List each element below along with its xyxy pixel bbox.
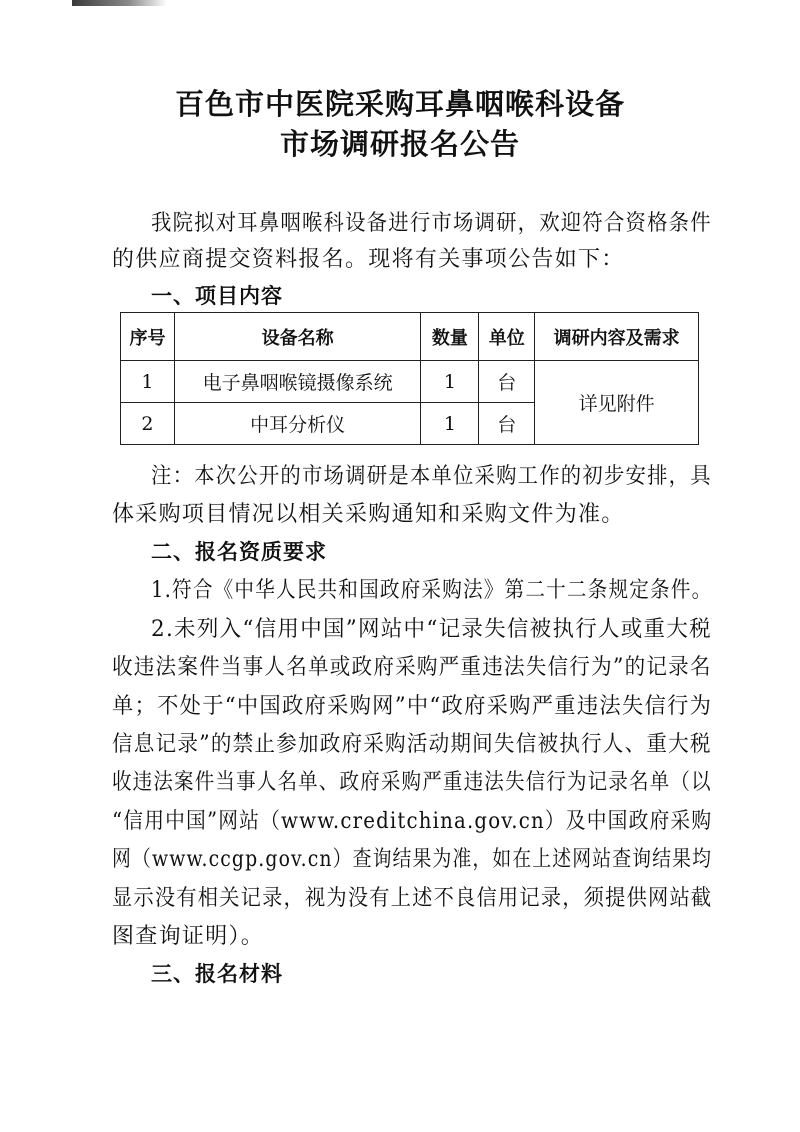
scan-edge-mark (72, 0, 167, 6)
col-header-no: 序号 (121, 313, 175, 361)
qualification-item2-line7: 网（www.ccgp.gov.cn）查询结果为准，如在上述网站查询结果均 (112, 847, 713, 872)
section2-heading: 二、报名资质要求 (151, 540, 327, 564)
col-header-unit: 单位 (479, 313, 535, 361)
cell-unit: 台 (479, 403, 535, 445)
qualification-item1: 1.符合《中华人民共和国政府采购法》第二十二条规定条件。 (151, 578, 713, 603)
qualification-item2-line6: “信用中国”网站（www.creditchina.gov.cn）及中国政府采购 (112, 809, 713, 834)
cell-name: 中耳分析仪 (174, 403, 421, 445)
col-header-requirement: 调研内容及需求 (535, 313, 699, 361)
qualification-item2-line8: 显示没有相关记录，视为没有上述不良信用记录，须提供网站截 (112, 886, 713, 911)
col-header-qty: 数量 (421, 313, 479, 361)
qualification-item2-line9: 图查询证明）。 (112, 924, 265, 949)
qualification-item2-line1: 2.未列入“信用中国”网站中“记录失信被执行人或重大税 (151, 617, 712, 642)
intro-line2: 的供应商提交资料报名。现将有关事项公告如下： (112, 247, 625, 272)
equipment-table (120, 312, 699, 445)
section1-heading: 一、项目内容 (151, 284, 283, 308)
cell-unit: 台 (479, 361, 535, 403)
intro-line1: 我院拟对耳鼻咽喉科设备进行市场调研，欢迎符合资格条件 (151, 211, 712, 236)
note-line2: 体采购项目情况以相关采购通知和采购文件为准。 (112, 502, 625, 527)
table-header-row (121, 313, 699, 361)
cell-qty: 1 (421, 403, 479, 445)
document-title-line1: 百色市中医院采购耳鼻咽喉科设备 (174, 87, 625, 121)
qualification-item2-line3: 单；不处于“中国政府采购网”中“政府采购严重违法失信行为 (112, 694, 713, 719)
qualification-item2-line5: 收违法案件当事人名单、政府采购严重违法失信行为记录名单（以 (112, 770, 712, 795)
cell-no: 1 (121, 361, 175, 403)
section3-heading: 三、报名材料 (151, 962, 283, 986)
note-line1: 注：本次公开的市场调研是本单位采购工作的初步安排，具 (151, 464, 712, 489)
qualification-item2-line2: 收违法案件当事人名单或政府采购严重违法失信行为”的记录名 (112, 655, 712, 680)
cell-no: 2 (121, 403, 175, 445)
cell-qty: 1 (421, 361, 479, 403)
qualification-item2-line4: 信息记录”的禁止参加政府采购活动期间失信被执行人、重大税 (112, 732, 712, 757)
cell-name: 电子鼻咽喉镜摄像系统 (174, 361, 421, 403)
cell-requirement: 详见附件 (535, 361, 699, 445)
col-header-name: 设备名称 (174, 313, 421, 361)
table-row (121, 361, 699, 403)
document-title-line2: 市场调研报名公告 (279, 127, 520, 161)
